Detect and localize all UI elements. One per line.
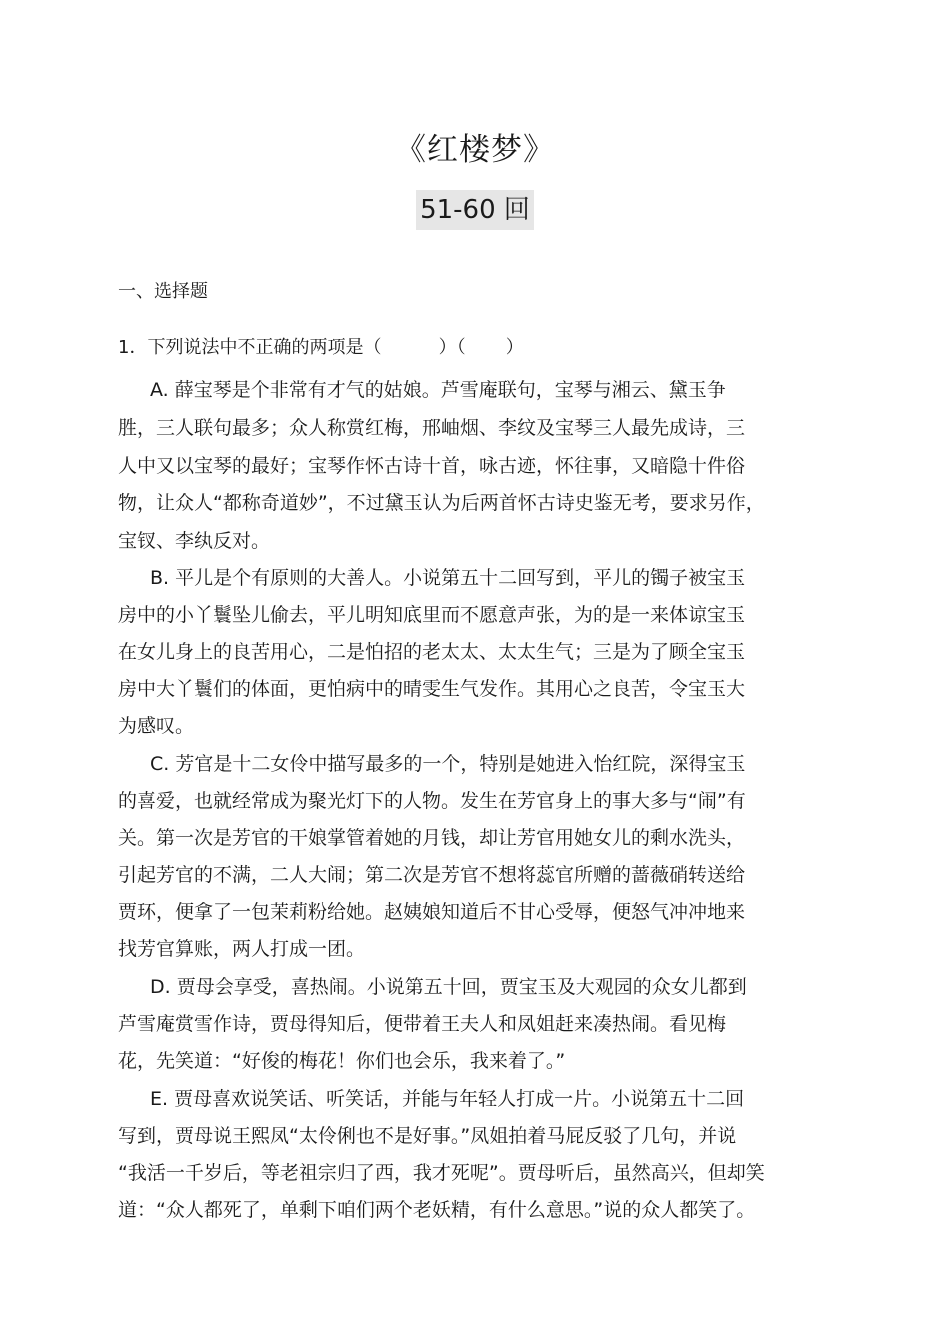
option-c-line: 关。第一次是芳官的干娘掌管着她的月钱，却让芳官用她女儿的剩水洗头，: [118, 827, 746, 849]
option-b-line: B. 平儿是个有原则的大善人。小说第五十二回写到，平儿的镯子被宝玉: [150, 567, 746, 589]
option-d-line: D. 贾母会享受，喜热闹。小说第五十回，贾宝玉及大观园的众女儿都到: [150, 976, 747, 998]
option-d-line: 芦雪庵赏雪作诗，贾母得知后，便带着王夫人和凤姐赶来凑热闹。看见梅: [118, 1013, 727, 1035]
option-a-line: A. 薛宝琴是个非常有才气的姑娘。芦雪庵联句，宝琴与湘云、黛玉争: [150, 379, 726, 401]
option-a-line: 宝钗、李纨反对。: [118, 530, 271, 552]
option-b-line: 在女儿身上的良苦用心，二是怕招的老太太、太太生气；三是为了顾全宝玉: [118, 641, 746, 663]
option-a-line: 胜，三人联句最多；众人称赏红梅，邢岫烟、李纹及宝琴三人最先成诗，三: [118, 417, 746, 439]
option-c-line: 找芳官算账，两人打成一团。: [118, 938, 366, 960]
option-d-line: 花，先笑道：“好俊的梅花！你们也会乐，我来着了。”: [118, 1050, 566, 1072]
chapter-range-subtitle: 51-60 回: [416, 190, 534, 230]
option-a-line: 人中又以宝琴的最好；宝琴作怀古诗十首，咏古迹，怀往事，又暗隐十件俗: [118, 455, 746, 477]
option-a-line: 物，让众人“都称奇道妙”，不过黛玉认为后两首怀古诗史鉴无考，要求另作，: [118, 492, 765, 514]
option-c-line: 引起芳官的不满，二人大闹；第二次是芳官不想将蕊官所赠的蔷薇硝转送给: [118, 864, 746, 886]
option-e-line: E. 贾母喜欢说笑话、听笑话，并能与年轻人打成一片。小说第五十二回: [150, 1088, 745, 1110]
option-b-line: 房中大丫鬟们的体面，更怕病中的晴雯生气发作。其用心之良苦，令宝玉大: [118, 678, 746, 700]
option-c-line: 贾环，便拿了一包茉莉粉给她。赵姨娘知道后不甘心受辱，便怒气冲冲地来: [118, 901, 746, 923]
option-c-line: 的喜爱，也就经常成为聚光灯下的人物。发生在芳官身上的事大多与“闹”有: [118, 790, 746, 812]
option-e-line: 写到，贾母说王熙凤“太伶俐也不是好事。”凤姐拍着马屁反驳了几句，并说: [118, 1125, 737, 1147]
document-title: 《红楼梦》: [395, 132, 555, 168]
option-b-line: 房中的小丫鬟坠儿偷去，平儿明知底里而不愿意声张，为的是一来体谅宝玉: [118, 604, 746, 626]
question-stem: 1．下列说法中不正确的两项是（ ）（ ）: [118, 337, 524, 358]
option-e-line: 道：“众人都死了，单剩下咱们两个老妖精，有什么意思。”说的众人都笑了。: [118, 1199, 756, 1221]
option-e-line: “我活一千岁后，等老祖宗归了西，我才死呢”。贾母听后，虽然高兴，但却笑: [118, 1162, 765, 1184]
subtitle-container: [0, 190, 950, 230]
option-c-line: C. 芳官是十二女伶中描写最多的一个，特别是她进入怡红院，深得宝玉: [150, 753, 746, 775]
option-b-line: 为感叹。: [118, 715, 195, 737]
section-heading: 一、选择题: [118, 281, 208, 302]
